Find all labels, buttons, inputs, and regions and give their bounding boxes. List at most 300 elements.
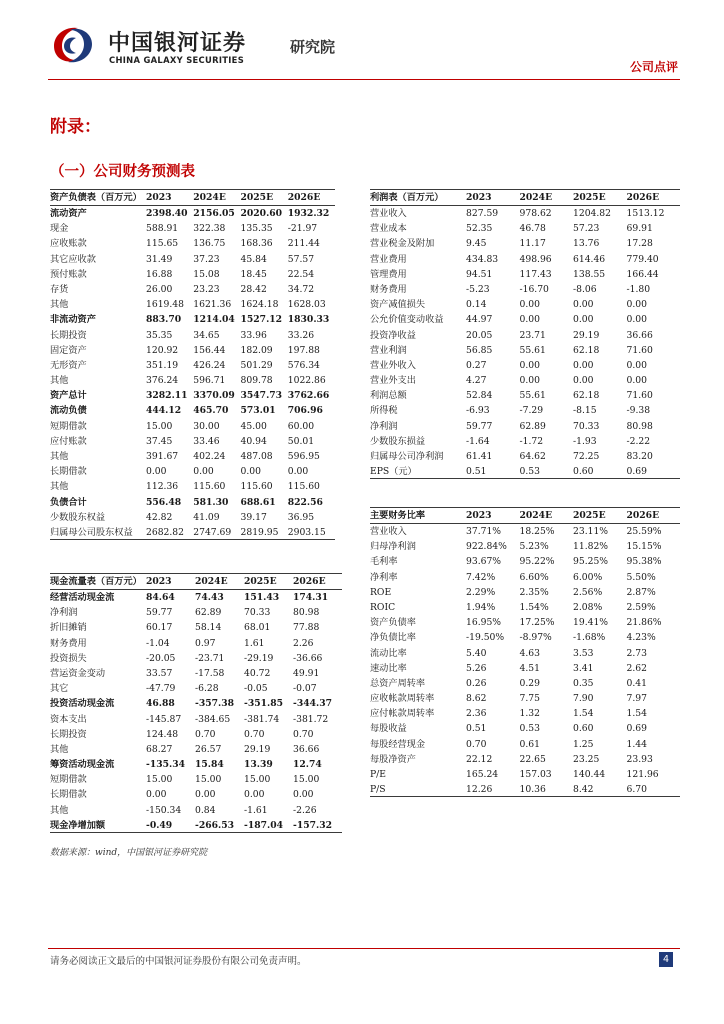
table-row — [370, 691, 680, 706]
cell-value: 59.77 — [146, 607, 173, 619]
cell-value: 62.18 — [573, 344, 600, 356]
cell-value: 1214.04 — [193, 314, 235, 326]
column-header: 2025E — [240, 192, 274, 203]
table-row — [50, 787, 342, 802]
table-row — [50, 449, 335, 464]
cell-value: 22.12 — [466, 753, 493, 765]
row-label: 每股收益 — [370, 723, 407, 735]
table-row — [50, 712, 342, 727]
row-label: ROIC — [370, 601, 396, 613]
cell-value: -0.07 — [293, 683, 317, 695]
cell-value: 0.00 — [519, 375, 540, 387]
cell-value: 39.17 — [240, 511, 267, 523]
cell-value: 136.75 — [193, 238, 226, 250]
cell-value: 46.78 — [519, 223, 546, 235]
disclaimer-text: 请务必阅读正文最后的中国银河证券股份有限公司免责声明。 — [50, 956, 307, 967]
cell-value: 4.51 — [519, 662, 540, 674]
cell-value: 0.51 — [466, 723, 487, 735]
table-header-row — [370, 189, 680, 206]
cell-value: 40.94 — [240, 435, 267, 447]
row-label: 利润总额 — [370, 390, 407, 402]
cell-value: 588.91 — [146, 223, 179, 235]
table-row — [370, 267, 680, 282]
cell-value: 809.78 — [240, 375, 273, 387]
cell-value: 581.30 — [193, 496, 229, 508]
cell-value: 0.27 — [466, 359, 487, 371]
cell-value: 0.29 — [519, 677, 540, 689]
cell-value: 15.08 — [193, 268, 220, 280]
cell-value: 52.35 — [466, 223, 493, 235]
table-row — [370, 343, 680, 358]
column-header: 主要财务比率 — [370, 510, 426, 521]
cell-value: -2.26 — [293, 804, 317, 816]
row-label: 其它应收款 — [50, 253, 96, 265]
cell-value: 1204.82 — [573, 208, 611, 219]
cell-value: 0.00 — [573, 359, 594, 371]
cell-value: 23.93 — [626, 753, 653, 765]
cell-value: 3762.66 — [287, 390, 330, 402]
cell-value: 2.87% — [626, 586, 656, 598]
cell-value: 12.26 — [466, 784, 493, 796]
cell-value: 15.00 — [195, 774, 222, 786]
cell-value: 84.64 — [146, 592, 175, 603]
table-row — [370, 328, 680, 343]
cell-value: 0.70 — [195, 728, 216, 740]
cell-value: 0.00 — [195, 789, 216, 801]
table-row — [370, 600, 680, 615]
cell-value: -344.37 — [293, 698, 332, 710]
row-label: 投资活动现金流 — [50, 698, 115, 710]
cell-value: 42.82 — [146, 511, 173, 523]
cell-value: 36.66 — [293, 743, 320, 755]
cell-value: 46.88 — [146, 698, 175, 710]
institute-label: 研究院 — [290, 38, 336, 56]
cell-value: 34.72 — [287, 283, 315, 295]
cell-value: 1619.48 — [146, 299, 184, 311]
cell-value: -381.72 — [293, 713, 329, 725]
cell-value: 2.56% — [573, 586, 603, 598]
cell-value: 3370.09 — [193, 390, 235, 402]
table-header-row — [50, 189, 335, 206]
cell-value: -8.97% — [519, 632, 552, 644]
cell-value: 13.76 — [573, 238, 600, 250]
table-row — [370, 782, 680, 797]
cell-value: 0.00 — [519, 314, 540, 326]
cell-value: 21.86% — [626, 617, 662, 629]
table-row — [370, 388, 680, 403]
cell-value: -1.04 — [146, 637, 170, 649]
table-row — [370, 206, 680, 221]
cell-value: 37.45 — [146, 435, 173, 447]
cell-value: -6.28 — [195, 683, 219, 695]
row-label: 财务费用 — [50, 637, 87, 649]
cell-value: 15.15% — [626, 541, 662, 553]
row-label: 长期投资 — [50, 329, 87, 341]
cell-value: -145.87 — [146, 713, 182, 725]
cell-value: 15.00 — [293, 774, 320, 786]
row-label: 其他 — [50, 299, 69, 311]
cell-value: 3282.11 — [146, 390, 188, 402]
table-row — [370, 676, 680, 691]
cell-value: 19.41% — [573, 617, 609, 629]
cell-value: 576.34 — [287, 359, 320, 371]
column-header: 2026E — [293, 576, 326, 587]
cell-value: 74.43 — [195, 592, 224, 603]
cell-value: -29.19 — [244, 652, 274, 664]
table-row — [50, 590, 342, 605]
cell-value: 2819.95 — [240, 526, 279, 538]
logo-en-text: CHINA GALAXY SECURITIES — [109, 55, 245, 65]
cell-value: 57.23 — [573, 223, 600, 235]
cell-value: 1513.12 — [626, 208, 665, 219]
cell-value: 1.54 — [626, 708, 647, 720]
table-row — [370, 419, 680, 434]
cell-value: 6.70 — [626, 784, 647, 796]
cell-value: 211.44 — [287, 238, 320, 250]
cell-value: -47.79 — [146, 683, 176, 695]
cell-value: 4.23% — [626, 632, 656, 644]
cell-value: 1.44 — [626, 738, 647, 750]
cell-value: -9.38 — [626, 405, 651, 417]
row-label: P/S — [370, 784, 386, 796]
row-label: 少数股东损益 — [370, 435, 426, 447]
cell-value: 596.71 — [193, 375, 226, 387]
cell-value: 0.51 — [466, 466, 487, 478]
table-row — [370, 358, 680, 373]
cell-value: 883.70 — [146, 314, 182, 326]
row-label: 归属母公司净利润 — [370, 451, 444, 462]
table-row — [50, 727, 342, 742]
cell-value: 52.84 — [466, 390, 493, 402]
row-label: 营业收入 — [370, 526, 407, 537]
cell-value: -2.22 — [626, 435, 651, 447]
cell-value: 95.38% — [626, 556, 662, 568]
cell-value: 26.57 — [195, 743, 222, 755]
cell-value: 115.60 — [193, 481, 226, 493]
cell-value: 29.19 — [573, 329, 600, 341]
row-label: 投资净收益 — [370, 329, 416, 341]
cell-value: -16.70 — [519, 283, 549, 295]
row-label: 资本支出 — [50, 713, 87, 725]
cell-value: 174.31 — [293, 592, 329, 603]
cell-value: -6.93 — [466, 405, 490, 417]
cell-value: 115.60 — [287, 481, 320, 493]
table-row — [370, 297, 680, 312]
table-row — [50, 495, 335, 510]
row-label: 净负债比率 — [370, 632, 416, 644]
header-divider — [48, 79, 680, 80]
table-row — [50, 236, 335, 251]
cell-value: 35.35 — [146, 329, 173, 341]
cell-value: 573.01 — [240, 405, 276, 417]
cell-value: -17.58 — [195, 667, 225, 679]
appendix-title: 附录： — [50, 117, 101, 137]
cell-value: 33.26 — [287, 329, 315, 341]
cell-value: 166.44 — [626, 268, 659, 280]
cell-value: 26.00 — [146, 283, 173, 295]
cell-value: 0.60 — [573, 466, 594, 478]
cell-value: 391.67 — [146, 451, 179, 462]
financial-ratios-table — [370, 507, 680, 797]
row-label: 营业利润 — [370, 344, 407, 356]
cell-value: 5.50% — [626, 571, 656, 583]
cell-value: 1.25 — [573, 738, 594, 750]
cell-value: 0.14 — [466, 299, 487, 311]
cell-value: 41.09 — [193, 511, 220, 523]
table-row — [370, 282, 680, 297]
cell-value: 1022.86 — [287, 375, 326, 387]
column-header: 2023 — [146, 192, 172, 203]
cell-value: 0.61 — [519, 738, 540, 750]
cell-value: -1.93 — [573, 435, 597, 447]
row-label: 应付帐款周转率 — [370, 708, 435, 720]
cell-value: 7.75 — [519, 693, 540, 705]
table-row — [370, 403, 680, 418]
cell-value: -0.05 — [244, 683, 268, 695]
cell-value: -20.05 — [146, 652, 176, 664]
cell-value: 0.69 — [626, 723, 647, 735]
cell-value: 8.42 — [573, 784, 594, 796]
table-row — [50, 297, 335, 312]
table-row — [50, 666, 342, 681]
cell-value: 15.00 — [244, 774, 271, 786]
cell-value: 2.62 — [626, 662, 647, 674]
table-row — [370, 434, 680, 449]
cell-value: 7.90 — [573, 693, 594, 705]
cell-value: 9.45 — [466, 238, 487, 250]
cell-value: 36.66 — [626, 329, 653, 341]
cell-value: 95.25% — [573, 556, 609, 568]
cell-value: 5.40 — [466, 647, 487, 659]
column-header: 2024E — [519, 192, 553, 203]
cell-value: 16.95% — [466, 617, 502, 629]
cell-value: -8.06 — [573, 283, 597, 295]
table-row — [370, 373, 680, 388]
column-header: 2023 — [146, 576, 172, 587]
cell-value: -0.49 — [146, 819, 173, 831]
table-row — [370, 236, 680, 251]
cell-value: 120.92 — [146, 344, 179, 356]
report-type-label: 公司点评 — [629, 60, 678, 74]
row-label: 筹资活动现金流 — [50, 759, 115, 771]
cell-value: 688.61 — [240, 496, 276, 508]
table-row — [50, 620, 342, 635]
cell-value: 3.41 — [573, 662, 594, 674]
column-header: 资产负债表（百万元） — [50, 192, 142, 203]
row-label: 流动比率 — [370, 647, 407, 659]
cell-value: 0.84 — [195, 804, 216, 816]
cell-value: 23.23 — [193, 283, 220, 295]
cell-value: -381.74 — [244, 713, 280, 725]
row-label: 其他 — [50, 481, 69, 493]
table-row — [50, 373, 335, 388]
row-label: 长期借款 — [50, 466, 87, 478]
cell-value: 0.70 — [466, 738, 487, 750]
cell-value: -19.50% — [466, 632, 505, 644]
cell-value: 376.24 — [146, 375, 179, 387]
cell-value: -1.64 — [466, 435, 490, 447]
balance-sheet-table — [50, 189, 335, 540]
cell-value: 55.61 — [519, 390, 546, 402]
cell-value: 1628.03 — [287, 299, 326, 311]
table-row — [370, 630, 680, 645]
cell-value: 33.57 — [146, 667, 173, 679]
data-source-note: 数据来源：wind，中国银河证券研究院 — [50, 848, 208, 858]
table-header-row — [50, 573, 342, 590]
row-label: 净利率 — [370, 571, 398, 583]
cell-value: 444.12 — [146, 405, 182, 417]
cell-value: 2.35% — [519, 586, 549, 598]
table-row — [50, 651, 342, 666]
cell-value: 69.91 — [626, 223, 653, 235]
row-label: 应收帐款周转率 — [370, 693, 435, 705]
cell-value: 978.62 — [519, 208, 552, 219]
table-row — [370, 449, 680, 464]
cell-value: 4.63 — [519, 647, 540, 659]
cell-value: 0.00 — [573, 299, 594, 311]
cell-value: 465.70 — [193, 405, 229, 417]
cell-value: -266.53 — [195, 819, 234, 831]
cell-value: 72.25 — [573, 451, 600, 462]
table-row — [50, 772, 342, 787]
cash-flow-table — [50, 573, 342, 833]
cell-value: -21.97 — [287, 223, 318, 235]
column-header: 2023 — [466, 192, 492, 203]
row-label: 营业外收入 — [370, 359, 416, 371]
table-row — [370, 646, 680, 661]
cell-value: 706.96 — [287, 405, 323, 417]
table-row — [50, 803, 342, 818]
cell-value: -1.68% — [573, 632, 606, 644]
table-row — [50, 343, 335, 358]
row-label: 营业收入 — [370, 208, 407, 219]
cell-value: 6.00% — [573, 571, 603, 583]
cell-value: 140.44 — [573, 769, 606, 780]
cell-value: 62.89 — [195, 607, 222, 619]
table-row — [50, 221, 335, 236]
cell-value: 322.38 — [193, 223, 226, 235]
cell-value: 2747.69 — [193, 526, 232, 538]
cell-value: 71.60 — [626, 390, 653, 402]
cell-value: 0.00 — [626, 314, 647, 326]
cell-value: 37.71% — [466, 526, 502, 537]
cell-value: 80.98 — [293, 607, 320, 619]
cell-value: 157.03 — [519, 769, 552, 780]
cell-value: -1.61 — [244, 804, 268, 816]
cell-value: 11.17 — [519, 238, 546, 250]
cell-value: 0.00 — [626, 375, 647, 387]
column-header: 2023 — [466, 510, 492, 521]
cell-value: 15.84 — [195, 759, 224, 771]
table-row — [370, 585, 680, 600]
cell-value: 2156.05 — [193, 208, 235, 219]
row-label: 营业外支出 — [370, 375, 416, 387]
cell-value: 498.96 — [519, 253, 552, 265]
cell-value: -1.72 — [519, 435, 544, 447]
cell-value: 402.24 — [193, 451, 226, 462]
cell-value: 7.97 — [626, 693, 647, 705]
cell-value: 13.39 — [244, 759, 273, 771]
row-label: 归属母公司股东权益 — [50, 526, 133, 538]
row-label: 归母净利润 — [370, 541, 416, 553]
row-label: 每股净资产 — [370, 753, 416, 765]
cell-value: 0.70 — [244, 728, 265, 740]
row-label: 营业成本 — [370, 223, 407, 235]
cell-value: 40.72 — [244, 667, 271, 679]
cell-value: 80.98 — [626, 420, 653, 432]
cell-value: 151.43 — [244, 592, 280, 603]
row-label: 营业税金及附加 — [370, 238, 435, 250]
table-row — [50, 464, 335, 479]
table-row — [370, 721, 680, 736]
table-row — [50, 403, 335, 418]
cell-value: 121.96 — [626, 769, 659, 780]
table-row — [50, 696, 342, 711]
cell-value: 0.00 — [573, 314, 594, 326]
cell-value: 70.33 — [573, 420, 600, 432]
row-label: 应付账款 — [50, 435, 87, 447]
row-label: 速动比率 — [370, 662, 407, 674]
column-header: 利润表（百万元） — [370, 192, 444, 203]
cell-value: 62.89 — [519, 420, 546, 432]
table-row — [370, 661, 680, 676]
cell-value: -357.38 — [195, 698, 234, 710]
row-label: ROE — [370, 586, 392, 598]
cell-value: 31.49 — [146, 253, 173, 265]
row-label: 长期投资 — [50, 728, 87, 740]
table-row — [50, 328, 335, 343]
cell-value: 8.62 — [466, 693, 487, 705]
cell-value: 0.53 — [519, 723, 540, 735]
cell-value: 36.95 — [287, 511, 315, 523]
cell-value: 112.36 — [146, 481, 179, 493]
cell-value: 0.00 — [573, 375, 594, 387]
cell-value: 17.28 — [626, 238, 653, 250]
cell-value: 2682.82 — [146, 526, 184, 538]
cell-value: 29.19 — [244, 743, 271, 755]
cell-value: 1.54 — [573, 708, 594, 720]
table-row — [370, 570, 680, 585]
cell-value: 44.97 — [466, 314, 493, 326]
cell-value: 182.09 — [240, 344, 273, 356]
row-label: 管理费用 — [370, 268, 407, 280]
cell-value: 1.54% — [519, 601, 549, 613]
cell-value: 165.24 — [466, 769, 499, 780]
cell-value: 2.08% — [573, 601, 603, 613]
cell-value: 0.00 — [146, 789, 167, 801]
cell-value: 827.59 — [466, 208, 499, 219]
cell-value: 0.41 — [626, 677, 647, 689]
cell-value: 135.35 — [240, 223, 273, 235]
cell-value: 58.14 — [195, 622, 222, 634]
row-label: 投资损失 — [50, 652, 87, 664]
table-row — [50, 282, 335, 297]
cell-value: 2903.15 — [287, 526, 326, 538]
table-row — [370, 706, 680, 721]
row-label: 每股经营现金 — [370, 738, 426, 750]
cell-value: -5.23 — [466, 283, 490, 295]
cell-value: 2020.60 — [240, 208, 283, 219]
row-label: 毛利率 — [370, 556, 398, 568]
table-row — [370, 737, 680, 752]
row-label: 所得税 — [370, 405, 398, 417]
row-label: 营运资金变动 — [50, 667, 106, 679]
cell-value: -157.32 — [293, 819, 332, 831]
table-row — [370, 221, 680, 236]
cell-value: -187.04 — [244, 819, 283, 831]
logo-cn-text: 中国银河证券 — [108, 31, 247, 56]
row-label: 无形资产 — [50, 359, 87, 371]
